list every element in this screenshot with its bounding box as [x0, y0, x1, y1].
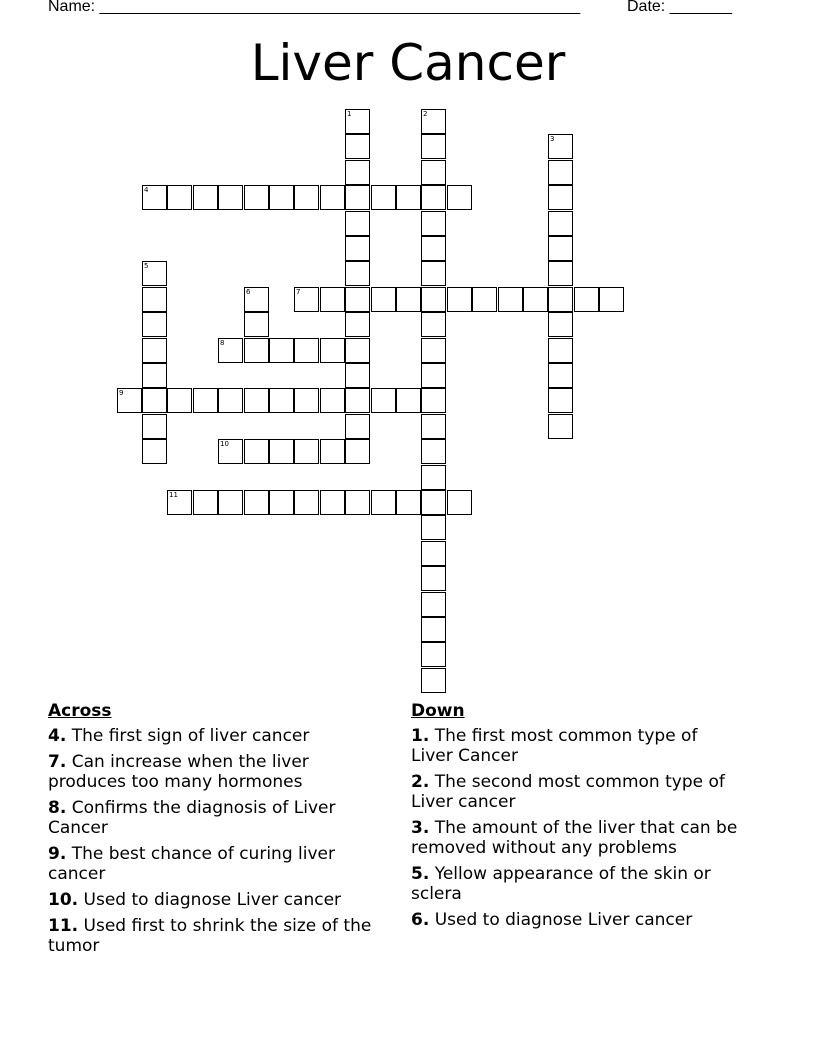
grid-cell[interactable]	[142, 312, 167, 337]
grid-cell[interactable]	[345, 363, 370, 388]
across-clues	[48, 701, 378, 962]
cell-number: 9	[119, 389, 124, 397]
across-clue	[48, 752, 378, 792]
clue-text: The first sign of liver cancer	[71, 726, 310, 746]
grid-cell[interactable]	[548, 236, 573, 261]
grid-cell[interactable]	[294, 388, 319, 413]
clue-text: The first most common type of Liver Cancer	[411, 726, 698, 766]
grid-cell[interactable]	[371, 185, 396, 210]
grid-cell[interactable]	[244, 490, 269, 515]
grid-cell[interactable]	[345, 312, 370, 337]
grid-cell[interactable]	[345, 109, 370, 134]
grid-cell[interactable]	[193, 185, 218, 210]
cell-number: 1	[347, 110, 352, 118]
cell-number: 10	[220, 440, 229, 448]
grid-cell[interactable]	[421, 363, 446, 388]
grid-cell[interactable]	[523, 287, 548, 312]
clue-text: Can increase when the liver produces too many hormones	[48, 752, 309, 792]
clue-text: The best chance of curing liver cancer	[48, 844, 335, 884]
cell-number: 4	[144, 186, 149, 194]
cell-number: 6	[246, 288, 251, 296]
across-clue	[48, 916, 378, 956]
grid-cell[interactable]	[371, 388, 396, 413]
grid-cell[interactable]	[447, 287, 472, 312]
cell-number: 5	[144, 262, 149, 270]
grid-cell[interactable]	[371, 490, 396, 515]
grid-cell[interactable]	[548, 261, 573, 286]
grid-cell[interactable]	[167, 185, 192, 210]
cell-number: 3	[550, 135, 555, 143]
grid-cell[interactable]	[421, 515, 446, 540]
grid-cell[interactable]	[421, 592, 446, 617]
down-clue	[411, 772, 741, 812]
across-clue	[48, 798, 378, 838]
grid-cell[interactable]	[244, 312, 269, 337]
grid-cell[interactable]	[294, 185, 319, 210]
down-clue	[411, 864, 741, 904]
grid-cell[interactable]	[548, 388, 573, 413]
grid-cell[interactable]	[167, 490, 192, 515]
grid-cell[interactable]	[142, 363, 167, 388]
clue-number: 2.	[411, 772, 430, 792]
grid-cell[interactable]	[320, 185, 345, 210]
grid-cell[interactable]	[218, 439, 243, 464]
grid-cell[interactable]	[142, 261, 167, 286]
grid-cell[interactable]	[498, 287, 523, 312]
grid-cell[interactable]	[345, 185, 370, 210]
grid-cell[interactable]	[421, 312, 446, 337]
grid-cell[interactable]	[421, 236, 446, 261]
name-field: Name: ______________________________________________________	[48, 0, 581, 15]
grid-cell[interactable]	[345, 236, 370, 261]
grid-cell[interactable]	[294, 287, 319, 312]
grid-cell[interactable]	[574, 287, 599, 312]
grid-cell[interactable]	[142, 388, 167, 413]
grid-cell[interactable]	[320, 338, 345, 363]
cell-number: 8	[220, 339, 225, 347]
grid-cell[interactable]	[218, 185, 243, 210]
grid-cell[interactable]	[396, 287, 421, 312]
grid-cell[interactable]	[193, 490, 218, 515]
grid-cell[interactable]	[320, 490, 345, 515]
grid-cell[interactable]	[421, 439, 446, 464]
clue-text: Yellow appearance of the skin or sclera	[411, 864, 711, 904]
grid-cell[interactable]	[421, 414, 446, 439]
across-clue	[48, 726, 378, 746]
clue-number: 4.	[48, 726, 67, 746]
grid-cell[interactable]	[269, 185, 294, 210]
grid-cell[interactable]	[548, 211, 573, 236]
grid-cell[interactable]	[421, 388, 446, 413]
grid-cell[interactable]	[345, 160, 370, 185]
clue-text: Confirms the diagnosis of Liver Cancer	[48, 798, 336, 838]
grid-cell[interactable]	[294, 490, 319, 515]
grid-cell[interactable]	[218, 490, 243, 515]
date-field: Date: _______	[627, 0, 732, 15]
grid-cell[interactable]	[472, 287, 497, 312]
down-heading: Down	[411, 701, 465, 721]
clue-number: 9.	[48, 844, 67, 864]
grid-cell[interactable]	[447, 185, 472, 210]
grid-cell[interactable]	[345, 287, 370, 312]
grid-cell[interactable]	[269, 388, 294, 413]
clue-number: 6.	[411, 910, 430, 930]
grid-cell[interactable]	[320, 287, 345, 312]
grid-cell[interactable]	[218, 388, 243, 413]
grid-cell[interactable]	[345, 134, 370, 159]
grid-cell[interactable]	[447, 490, 472, 515]
grid-cell[interactable]	[421, 566, 446, 591]
grid-cell[interactable]	[244, 388, 269, 413]
clue-text: Used to diagnose Liver cancer	[434, 910, 693, 930]
grid-cell[interactable]	[142, 338, 167, 363]
clue-number: 7.	[48, 752, 67, 772]
grid-cell[interactable]	[421, 642, 446, 667]
grid-cell[interactable]	[548, 160, 573, 185]
grid-cell[interactable]	[599, 287, 624, 312]
grid-cell[interactable]	[117, 388, 142, 413]
grid-cell[interactable]	[244, 185, 269, 210]
down-clue	[411, 910, 741, 930]
clue-number: 8.	[48, 798, 67, 818]
clue-number: 11.	[48, 916, 79, 936]
grid-cell[interactable]	[421, 668, 446, 693]
grid-cell[interactable]	[421, 261, 446, 286]
grid-cell[interactable]	[421, 465, 446, 490]
grid-cell[interactable]	[294, 338, 319, 363]
clue-number: 3.	[411, 818, 430, 838]
across-clue	[48, 890, 378, 910]
across-heading: Across	[48, 701, 112, 721]
down-clue	[411, 818, 741, 858]
grid-cell[interactable]	[167, 388, 192, 413]
grid-cell[interactable]	[244, 287, 269, 312]
grid-cell[interactable]	[345, 388, 370, 413]
grid-cell[interactable]	[294, 439, 319, 464]
clue-number: 5.	[411, 864, 430, 884]
grid-cell[interactable]	[142, 414, 167, 439]
clue-text: Used to diagnose Liver cancer	[83, 890, 342, 910]
grid-cell[interactable]	[421, 338, 446, 363]
grid-cell[interactable]	[421, 287, 446, 312]
grid-cell[interactable]	[345, 261, 370, 286]
clue-text: The amount of the liver that can be removed without any problems	[411, 818, 738, 858]
grid-cell[interactable]	[548, 338, 573, 363]
grid-cell[interactable]	[193, 388, 218, 413]
grid-cell[interactable]	[142, 287, 167, 312]
grid-cell[interactable]	[421, 160, 446, 185]
grid-cell[interactable]	[396, 185, 421, 210]
cell-number: 7	[296, 288, 301, 296]
grid-cell[interactable]	[320, 388, 345, 413]
grid-cell[interactable]	[269, 338, 294, 363]
grid-cell[interactable]	[244, 338, 269, 363]
cell-number: 2	[423, 110, 428, 118]
grid-cell[interactable]	[345, 490, 370, 515]
grid-cell[interactable]	[142, 185, 167, 210]
grid-cell[interactable]	[345, 338, 370, 363]
grid-cell[interactable]	[548, 185, 573, 210]
grid-cell[interactable]	[548, 312, 573, 337]
across-clue	[48, 844, 378, 884]
grid-cell[interactable]	[371, 287, 396, 312]
clue-text: The second most common type of Liver cancer	[411, 772, 725, 812]
grid-cell[interactable]	[548, 414, 573, 439]
grid-cell[interactable]	[345, 439, 370, 464]
grid-cell[interactable]	[345, 211, 370, 236]
clue-number: 10.	[48, 890, 79, 910]
grid-cell[interactable]	[421, 617, 446, 642]
grid-cell[interactable]	[269, 439, 294, 464]
grid-cell[interactable]	[218, 338, 243, 363]
grid-cell[interactable]	[548, 134, 573, 159]
clue-text: Used first to shrink the size of the tumor	[48, 916, 372, 956]
grid-cell[interactable]	[421, 490, 446, 515]
grid-cell[interactable]	[548, 287, 573, 312]
grid-cell[interactable]	[244, 439, 269, 464]
grid-cell[interactable]	[142, 439, 167, 464]
grid-cell[interactable]	[421, 109, 446, 134]
grid-cell[interactable]	[320, 439, 345, 464]
grid-cell[interactable]	[421, 185, 446, 210]
grid-cell[interactable]	[396, 388, 421, 413]
grid-cell[interactable]	[269, 490, 294, 515]
grid-cell[interactable]	[345, 414, 370, 439]
page-title: Liver Cancer	[250, 34, 566, 92]
grid-cell[interactable]	[396, 490, 421, 515]
grid-cell[interactable]	[548, 363, 573, 388]
clue-number: 1.	[411, 726, 430, 746]
down-clues	[411, 701, 741, 936]
grid-cell[interactable]	[421, 211, 446, 236]
grid-cell[interactable]	[421, 541, 446, 566]
down-clue	[411, 726, 741, 766]
cell-number: 11	[169, 491, 178, 499]
grid-cell[interactable]	[421, 134, 446, 159]
